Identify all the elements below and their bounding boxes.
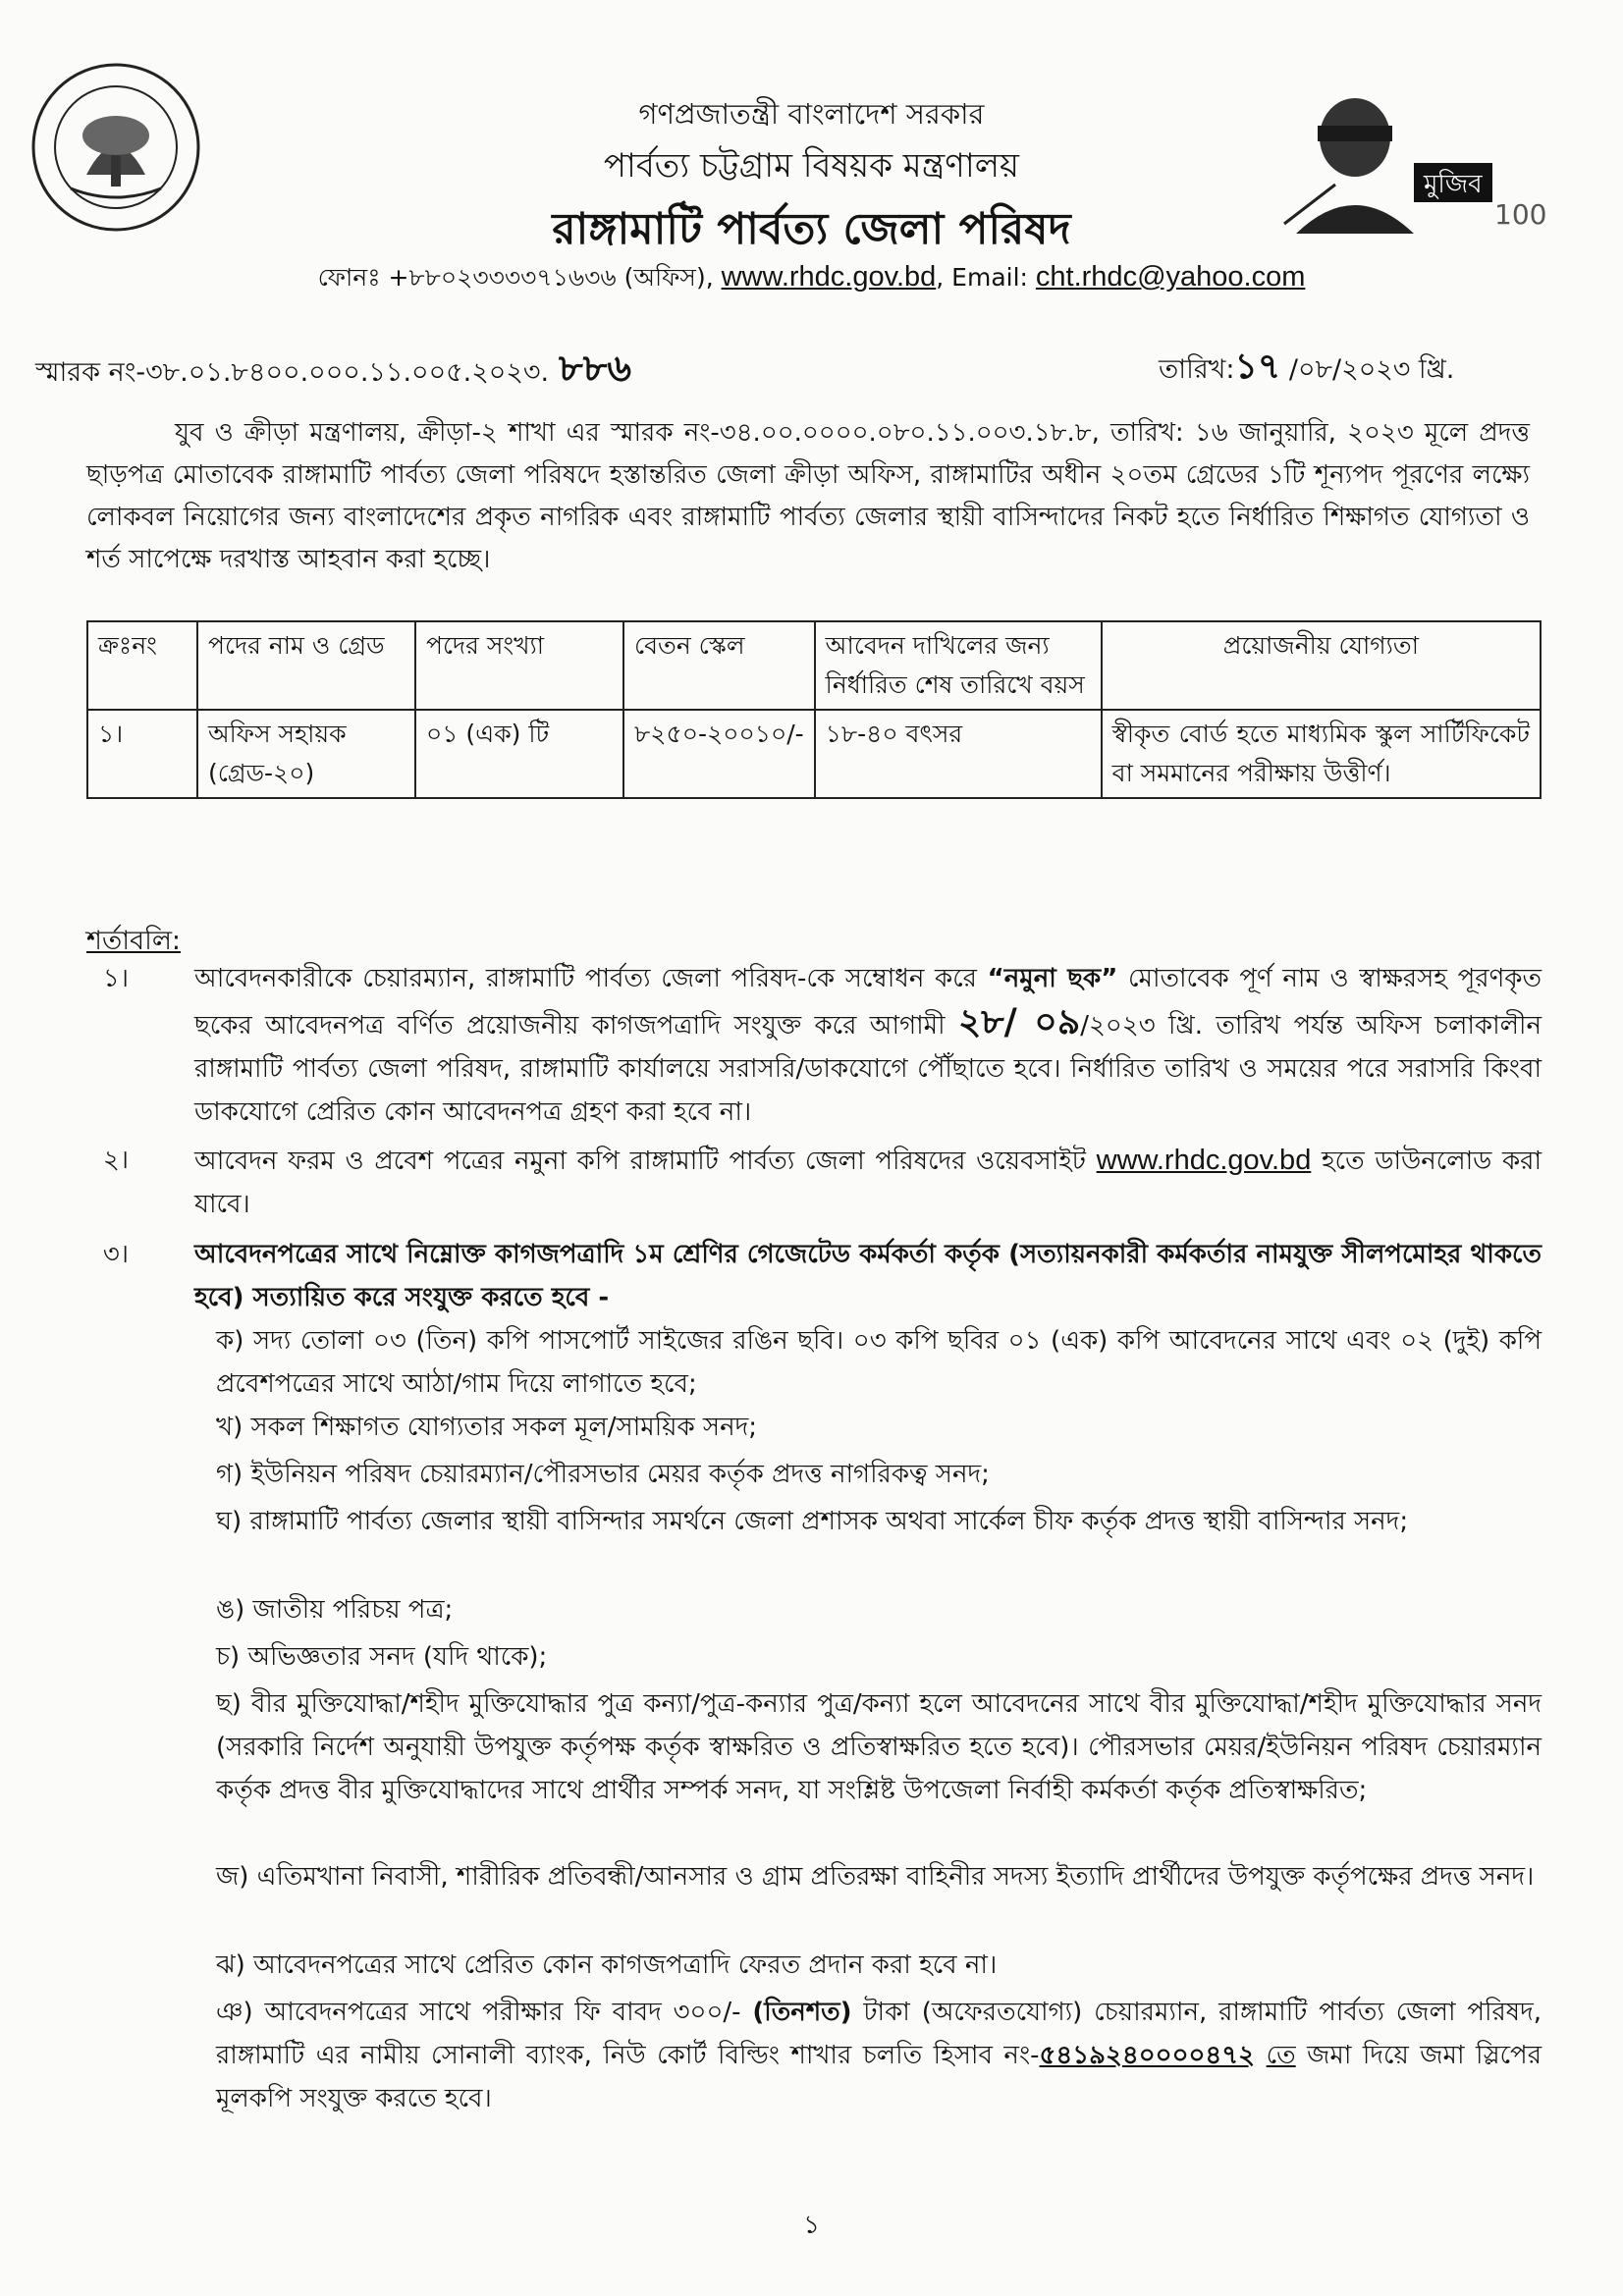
sub-item-uma: ঙ) জাতীয় পরিচয় পত্র; (216, 1595, 454, 1625)
cell-qualification: স্বীকৃত বোর্ড হতে মাধ্যমিক স্কুল সার্টিফিকেট বা সমমানের পরীক্ষায় উত্তীর্ণ। (1102, 710, 1541, 798)
condition-1-text-c: /২০২৩ খ্রি. তারিখ পর্যন্ত অফিস চলাকালীন রাঙ্গামাটি পার্বত্য জেলা পরিষদ, রাঙ্গামাটি কার্যালয়ে সরাসরি/ডাকযোগে পৌঁছাতে হবে। নির্ধারিত তারিখ ও সময়ের পরে সরাসরি কিংবা ডাকযোগে প্রেরিত কোন আবেদনপত্র গ্রহণ করা হবে না। (194, 1011, 1542, 1127)
ministry-name: পার্বত্য চট্টগ্রাম বিষয়ক মন্ত্রণালয় (603, 146, 1020, 186)
date-rest: /০৮/২০২৩ খ্রি. (1280, 354, 1455, 385)
sub-item-cha: ছ) বীর মুক্তিযোদ্ধা/শহীদ মুক্তিযোদ্ধার পুত্র কন্যা/পুত্র-কন্যার পুত্র/কন্যা হলে আবেদনের সাথে বীর মুক্তিযোদ্ধা/শহীদ মুক্তিযোদ্ধার সনদ (সরকারি নির্দেশ অনুযায়ী উপযুক্ত কর্তৃপক্ষ কর্তৃক স্বাক্ষরিত ও প্রতিস্বাক্ষরিত হতে হবে)। পৌরসভার মেয়র/ইউনিয়ন পরিষদ চেয়ারম্যান কর্তৃক প্রদত্ত বীর মুক্তিযোদ্ধাদের সাথে প্রার্থীর সম্পর্ক সনদ, যা সংশ্লিষ্ট উপজেলা নির্বাহী কর্মকর্তা কর্তৃক প্রতিস্বাক্ষরিত; (216, 1689, 1542, 1805)
sub-item-ca: চ) অভিজ্ঞতার সনদ (যদি থাকে); (216, 1642, 548, 1672)
header-post-name: পদের নাম ও গ্রেড (197, 621, 415, 710)
condition-1-text-a: আবেদনকারীকে চেয়ারম্যান, রাঙ্গামাটি পার্বত্য জেলা পরিষদ-কে সম্বোধন করে (194, 964, 988, 993)
download-website-link[interactable]: www.rhdc.gov.bd (1096, 1145, 1312, 1176)
govt-name: গণপ্রজাতন্ত্রী বাংলাদেশ সরকার (638, 97, 985, 131)
date-handwritten-day: ১৭ (1234, 346, 1281, 387)
sub-item-kha: খ) সকল শিক্ষাগত যোগ্যতার সকল মূল/সাময়িক সনদ; (216, 1413, 758, 1442)
fee-text-b: টাকা (অফেরতযোগ্য) চেয়ারম্যান, রাঙ্গামাটি পার্বত্য জেলা পরিষদ, রাঙ্গামাটি এর নামীয় সোনালী ব্যাংক, নিউ কোর্ট বিল্ডিং শাখার চলতি হিসাব নং- (216, 1998, 1542, 2070)
vacancy-table (86, 620, 1542, 799)
cell-post-count: ০১ (এক) টি (415, 710, 623, 798)
condition-2 (86, 1139, 1542, 1226)
intro-paragraph: যুব ও ক্রীড়া মন্ত্রণালয়, ক্রীড়া-২ শাখা এর স্মারক নং-৩৪.০০.০০০০.০৮০.১১.০০৩.১৮.৮, তারিখ: ১৬ জানুয়ারি, ২০২৩ মূলে প্রদত্ত ছাড়পত্র মোতাবেক রাঙ্গামাটি পার্বত্য জেলা পরিষদে হস্তান্তরিত জেলা ক্রীড়া অফিস, রাঙ্গামাটির অধীন ২০তম গ্রেডের ১টি শূন্যপদ পূরণের লক্ষ্যে লোকবল নিয়োগের জন্য বাংলাদেশের প্রকৃত নাগরিক এবং রাঙ্গামাটি পার্বত্য জেলার স্থায়ী বাসিন্দাদের নিকট হতে নির্ধারিত শিক্ষাগত যোগ্যতা ও শর্ত সাপেক্ষে দরখাস্ত আহবান করা হচ্ছে। (86, 418, 1530, 574)
header-post-count: পদের সংখ্যা (415, 621, 623, 710)
cell-serial: ১। (87, 710, 197, 798)
conditions-title: শর্তাবলি: (86, 926, 182, 956)
condition-3 (86, 1233, 1542, 1319)
svg-text:100: 100 (1494, 198, 1547, 231)
table-header-row (87, 621, 1541, 710)
sub-item-ja: জ) এতিমখানা নিবাসী, শারীরিক প্রতিবন্ধী/আনসার ও গ্রাম প্রতিরক্ষা বাহিনীর সদস্য ইত্যাদি প্রার্থীদের উপযুক্ত কর্তৃপক্ষের প্রদত্ত সনদ। (216, 1862, 1535, 1892)
email-label: , Email: (936, 263, 1036, 292)
email-link[interactable]: cht.rhdc@yahoo.com (1035, 261, 1306, 293)
cell-post-name: অফিস সহায়ক (গ্রেড-২০) (197, 710, 415, 798)
condition-1-number: ১। (102, 964, 130, 993)
memo-number (35, 340, 631, 402)
cell-pay-scale: ৮২৫০-২০০১০/- (623, 710, 815, 798)
council-name: রাঙ্গামাটি পার্বত্য জেলা পরিষদ (552, 204, 1071, 254)
condition-2-text-b: হতে ডাউনলোড করা যাবে। (194, 1147, 1542, 1219)
fee-amount-words: (তিনশত) (752, 1998, 852, 2027)
header-serial: ক্রঃনং (87, 621, 197, 710)
date-label: তারিখ: (1159, 354, 1235, 385)
condition-3-text: আবেদনপত্রের সাথে নিম্নোক্ত কাগজপত্রাদি ১ম শ্রেণির গেজেটেড কর্মকর্তা কর্তৃক (সত্যায়নকারী কর্মকর্তার নামযুক্ত সীলপমোহর থাকতে হবে) সত্যায়িত করে সংযুক্ত করতে হবে - (194, 1240, 1542, 1312)
condition-3-number: ৩। (102, 1240, 130, 1269)
condition-2-text-a: আবেদন ফরম ও প্রবেশ পত্রের নমুনা কপি রাঙ্গামাটি পার্বত্য জেলা পরিষদের ওয়েবসাইট (194, 1147, 1097, 1176)
fee-text-c: জমা দিয়ে জমা স্লিপের মূলকপি সংযুক্ত করতে হবে। (216, 2041, 1542, 2113)
fee-text-a: ঞ) আবেদনপত্রের সাথে পরীক্ষার ফি বাবদ ৩০০/- (216, 1998, 753, 2027)
bank-account-number: ৫৪১৯২৪০০০০৪৭২ (1039, 2041, 1256, 2070)
condition-1-text-b: মোতাবেক পূর্ণ নাম ও স্বাক্ষরসহ পূরণকৃত ছকের আবেদনপত্র বর্ণিত প্রয়োজনীয় কাগজপত্রাদি সংযুক্ত করে আগামী (194, 964, 1542, 1041)
sub-item-nya (216, 1991, 1542, 2120)
condition-1 (86, 957, 1542, 1134)
svg-text:মুজিব: মুজিব (1424, 170, 1483, 199)
sub-item-gha: ঘ) রাঙ্গামাটি পার্বত্য জেলার স্থায়ী বাসিন্দার সমর্থনে জেলা প্রশাসক অথবা সার্কেল চীফ কর্তৃক প্রদত্ত স্থায়ী বাসিন্দার সনদ; (216, 1507, 1409, 1536)
page-number: ১ (803, 2211, 820, 2240)
header-age: আবেদন দাখিলের জন্য নির্ধারিত শেষ তারিখে বয়স (815, 621, 1102, 710)
table-row (87, 710, 1541, 798)
header-pay-scale: বেতন স্কেল (623, 621, 815, 710)
cell-age: ১৮-৪০ বৎসর (815, 710, 1102, 798)
deadline-handwritten: ২৮/ ০৯ (957, 1001, 1081, 1042)
memo-handwritten-number: ৮৮৬ (559, 346, 632, 390)
account-suffix: তে (1266, 2041, 1296, 2070)
website-link[interactable]: www.rhdc.gov.bd (721, 261, 937, 293)
memo-date (1159, 340, 1454, 399)
contact-line (0, 258, 1623, 300)
condition-2-number: ২। (102, 1146, 130, 1175)
sub-item-ga: গ) ইউনিয়ন পরিষদ চেয়ারম্যান/পৌরসভার মেয়র কর্তৃক প্রদত্ত নাগরিকত্ব সনদ; (216, 1460, 990, 1489)
memo-label: স্মারক নং-৩৮.০১.৮৪০০.০০০.১১.০০৫.২০২৩. (35, 357, 550, 388)
sub-item-ka: ক) সদ্য তোলা ০৩ (তিন) কপি পাসপোর্ট সাইজের রঙিন ছবি। ০৩ কপি ছবির ০১ (এক) কপি আবেদনের সাথে এবং ০২ (দুই) কপি প্রবেশপত্রের সাথে আঠা/গাম দিয়ে লাগাতে হবে; (216, 1326, 1542, 1399)
phone-text: ফোনঃ +৮৮০২৩৩৩৩৭১৬৩৬ (অফিস), (317, 263, 722, 292)
sub-item-jha: ঝ) আবেদনপত্রের সাথে প্রেরিত কোন কাগজপত্রাদি ফেরত প্রদান করা হবে না। (216, 1950, 998, 1980)
sample-form-label: “নমুনা ছক” (987, 964, 1118, 993)
header-qualification: প্রয়োজনীয় যোগ্যতা (1102, 621, 1541, 710)
